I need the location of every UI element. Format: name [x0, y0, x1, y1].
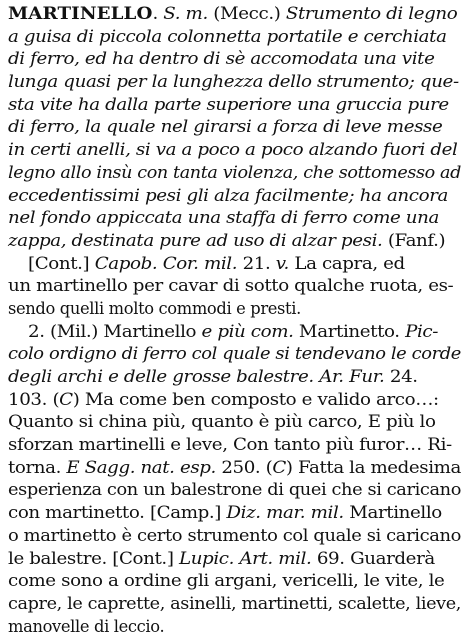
- entry-line: con martinetto. [Camp.] Diz. mar. mil. Martinello: [8, 503, 442, 523]
- headword: MARTINELLO: [8, 4, 153, 23]
- entry-line: degli archi e delle grosse balestre. Ar. Fur. 24.: [8, 367, 418, 386]
- entry-line: manovelle di leccio.: [8, 616, 165, 636]
- entry-line: sendo quelli molto commodi e presti.: [8, 298, 301, 318]
- entry-line: Quanto si china più, quanto è più carco, E più lo: [8, 412, 436, 432]
- entry-line: sforzan martinelli e leve, Con tanto più furor… Ri-: [8, 435, 452, 455]
- entry-line: 103. (C) Ma come ben composto e valido arco…:: [8, 389, 439, 409]
- entry-line: [Cont.] Capob. Cor. mil. 21. v. La capra, ed: [28, 253, 405, 273]
- entry-line: un martinello per cavar di sotto qualche ruota, es-: [8, 276, 454, 296]
- entry-line: legno allo insù con tanta violenza, che sottomesso ad: [8, 162, 462, 182]
- entry-line: o martinetto è certo strumento col quale si caricano: [8, 525, 461, 545]
- entry-line: sta vite ha dalla parte superiore una gruccia pure: [8, 94, 449, 114]
- entry-line: eccedentissimi pesi gli alza facilmente; ha ancora: [8, 185, 449, 205]
- entry-line: esperienza con un balestrone di quei che si caricano: [8, 480, 461, 500]
- entry-line: in certi anelli, si va a poco a poco alzando fuori del: [8, 140, 458, 160]
- entry-line: lunga quasi per la lunghezza dello strumento; que-: [8, 72, 459, 92]
- entry-line: torna. E Sagg. nat. esp. 250. (C) Fatta la medesima: [8, 457, 462, 477]
- entry-line: di ferro, ed ha dentro di sè accomodata una vite: [8, 49, 435, 69]
- entry-line: le balestre. [Cont.] Lupic. Art. mil. 69. Guarderà: [8, 548, 435, 568]
- entry-line: nel fondo appiccata una staffa di ferro come una: [8, 208, 439, 228]
- entry-line: di ferro, la quale nel girarsi a forza di leve messe: [8, 117, 443, 137]
- entry-line: capre, le caprette, asinelli, martinetti, scalette, lieve,: [8, 593, 461, 613]
- entry-line: colo ordigno di ferro col quale si tendevano le corde: [8, 344, 461, 364]
- entry-line: 2. (Mil.) Martinello e più com. Martinetto. Pic-: [28, 321, 439, 341]
- entry-line: a guisa di piccola colonnetta portatile e cerchiata: [8, 26, 447, 46]
- entry-line: MARTINELLO. S. m. (Mecc.) Strumento di legno: [8, 4, 458, 23]
- entry-line: zappa, destinata pure ad uso di alzar pesi. (Fanf.): [8, 230, 446, 250]
- dictionary-entry: [8, 3, 461, 638]
- entry-line: come sono a ordine gli argani, vericelli, le vite, le: [8, 571, 445, 591]
